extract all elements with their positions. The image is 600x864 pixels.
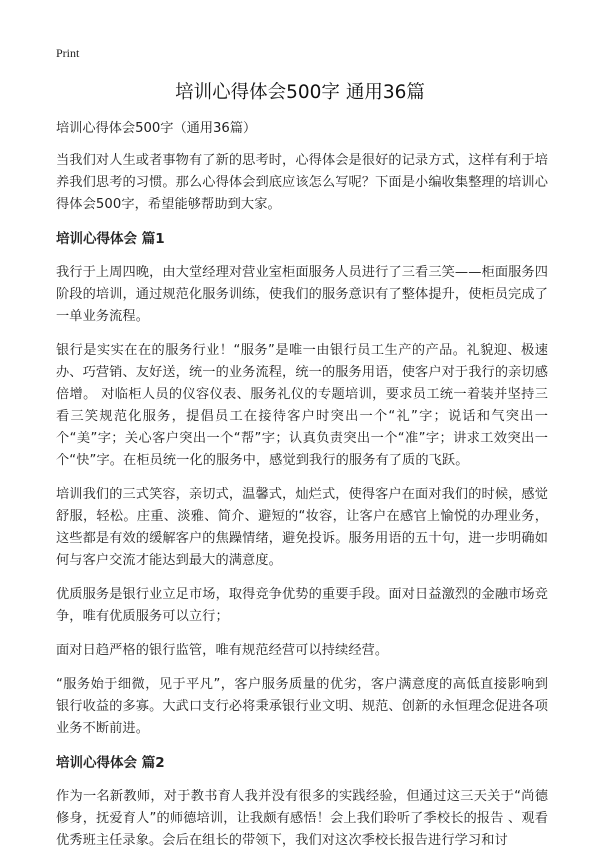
paragraph: 银行是实实在在的服务行业！“服务”是唯一由银行员工生产的产品。礼貌迎、极速办、巧营销、友好送，统一的业务流程，统一的服务用语，使客户对于我行的亲切感倍增。 对临柜人员的仪容仪表、服务礼仪的专题培训，要求员工统一着装并坚持三看三笑规范化服务，提倡员工在接待客户时突出一个“礼”字；说话和气突出一个“美”字；关心客户突出一个“帮”字；认真负责突出一个“准”字；讲求工效突出一个“快”字。在柜员统一化的服务中，感觉到我行的服务有了质的飞跃。 (56, 343, 548, 468)
print-link[interactable]: Print (56, 46, 80, 60)
section-1 (56, 228, 548, 740)
paragraph: 作为一名新教师，对于教书育人我并没有很多的实践经验，但通过这三天关于“尚德修身，抚爱育人”的师德培训，让我颇有感悟！会上我们聆听了季校长的报告 、观看优秀班主任录象。会后在组长的带领下，我们对这次季校长报告进行学习和讨 (56, 789, 548, 848)
document-body (56, 118, 548, 864)
paragraph: 培训我们的三式笑容，亲切式，温馨式，灿烂式，使得客户在面对我们的时候，感觉舒服，轻松。庄重、淡雅、简介、避短的“妆容，让客户在感官上愉悦的办理业务，这些都是有效的缓解客户的焦躁情绪，避免投诉。服务用语的五十句，进一步明确如何与客户交流才能达到最大的满意度。 (56, 487, 548, 568)
paragraph: 面对日趋严格的银行监管，唯有规范经营可以持续经营。 (56, 643, 389, 658)
paragraph: “服务始于细微，见于平凡”，客户服务质量的优劣，客户满意度的高低直接影响到银行收益的多寡。大武口支行必将秉承银行业文明、规范、创新的永恒理念促进各项业务不断前进。 (56, 677, 548, 736)
paragraph: 优质服务是银行业立足市场，取得竞争优势的重要手段。面对日益激烈的金融市场竞争，唯有优质服务可以立行； (56, 587, 548, 624)
intro-paragraph: 当我们对人生或者事物有了新的思考时，心得体会是很好的记录方式，这样有利于培养我们思考的习惯。那么心得体会到底应该怎么写呢？下面是小编收集整理的培训心得体会500字，希望能够帮助到大家。 (56, 153, 548, 212)
page-title: 培训心得体会500字 通用36篇 (175, 82, 425, 103)
section-heading: 培训心得体会 篇2 (56, 755, 165, 771)
section-heading: 培训心得体会 篇1 (56, 231, 165, 247)
document-subtitle: 培训心得体会500字（通用36篇） (56, 121, 257, 136)
section-2 (56, 752, 548, 852)
paragraph: 我行于上周四晚，由大堂经理对营业室柜面服务人员进行了三看三笑——柜面服务四阶段的培训，通过规范化服务训练，使我们的服务意识有了整体提升，使柜员完成了一单业务流程。 (56, 265, 548, 324)
